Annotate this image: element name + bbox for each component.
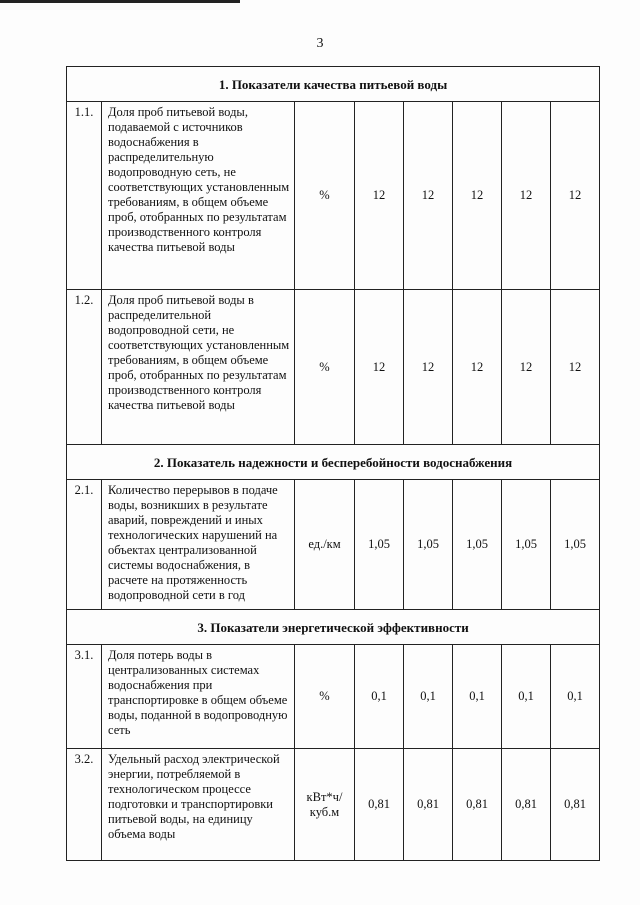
row-unit: %	[295, 102, 355, 290]
row-value: 12	[551, 102, 600, 290]
row-value: 0,81	[502, 749, 551, 861]
indicators-table	[66, 66, 600, 861]
row-description: Доля проб питьевой воды, подаваемой с источников водоснабжения в распределительную водопроводную сеть, не соответствующих установленным требованиям, в общем объеме проб, отобранных по результатам производственного контроля качества питьевой воды	[102, 102, 295, 290]
row-unit: %	[295, 645, 355, 749]
row-value: 1,05	[502, 480, 551, 610]
row-description: Доля проб питьевой воды в распределительной водопроводной сети, не соответствующих установленным требованиям, в общем объеме проб, отобранных по результатам производственного контроля качества питьевой воды	[102, 290, 295, 445]
section-header-row	[67, 610, 600, 645]
section-header-row	[67, 67, 600, 102]
row-value: 0,81	[551, 749, 600, 861]
row-value: 0,81	[404, 749, 453, 861]
row-value: 12	[453, 102, 502, 290]
row-value: 0,81	[355, 749, 404, 861]
row-value: 1,05	[355, 480, 404, 610]
row-description: Доля потерь воды в централизованных системах водоснабжения при транспортировке в общем объеме воды, поданной в водопроводную сеть	[102, 645, 295, 749]
table-row	[67, 290, 600, 445]
row-number: 3.1.	[67, 645, 102, 749]
row-number: 3.2.	[67, 749, 102, 861]
row-value: 1,05	[551, 480, 600, 610]
top-rule	[0, 0, 240, 3]
row-unit: ед./км	[295, 480, 355, 610]
section-title: 2. Показатель надежности и бесперебойности водоснабжения	[67, 445, 600, 480]
row-value: 12	[551, 290, 600, 445]
table-row	[67, 102, 600, 290]
row-unit: кВт*ч/ куб.м	[295, 749, 355, 861]
row-value: 12	[355, 102, 404, 290]
row-value: 12	[502, 290, 551, 445]
page-number: 3	[316, 36, 324, 51]
table-row	[67, 749, 600, 861]
table-row	[67, 645, 600, 749]
row-value: 12	[453, 290, 502, 445]
row-value: 12	[404, 290, 453, 445]
row-value: 12	[355, 290, 404, 445]
table-row	[67, 480, 600, 610]
row-value: 12	[404, 102, 453, 290]
row-value: 12	[502, 102, 551, 290]
row-value: 0,1	[355, 645, 404, 749]
row-value: 1,05	[404, 480, 453, 610]
row-value: 0,1	[551, 645, 600, 749]
row-description: Удельный расход электрической энергии, потребляемой в технологическом процессе подготовки и транспортировки питьевой воды, на единицу объема воды	[102, 749, 295, 861]
row-value: 0,81	[453, 749, 502, 861]
row-value: 1,05	[453, 480, 502, 610]
row-description: Количество перерывов в подаче воды, возникших в результате аварий, повреждений и иных технологических нарушений на объектах централизованной системы водоснабжения, в расчете на протяженность водопроводной сети в год	[102, 480, 295, 610]
row-value: 0,1	[502, 645, 551, 749]
section-title: 1. Показатели качества питьевой воды	[67, 67, 600, 102]
row-value: 0,1	[404, 645, 453, 749]
row-value: 0,1	[453, 645, 502, 749]
section-title: 3. Показатели энергетической эффективности	[67, 610, 600, 645]
section-header-row	[67, 445, 600, 480]
row-number: 2.1.	[67, 480, 102, 610]
row-unit: %	[295, 290, 355, 445]
row-number: 1.1.	[67, 102, 102, 290]
row-number: 1.2.	[67, 290, 102, 445]
